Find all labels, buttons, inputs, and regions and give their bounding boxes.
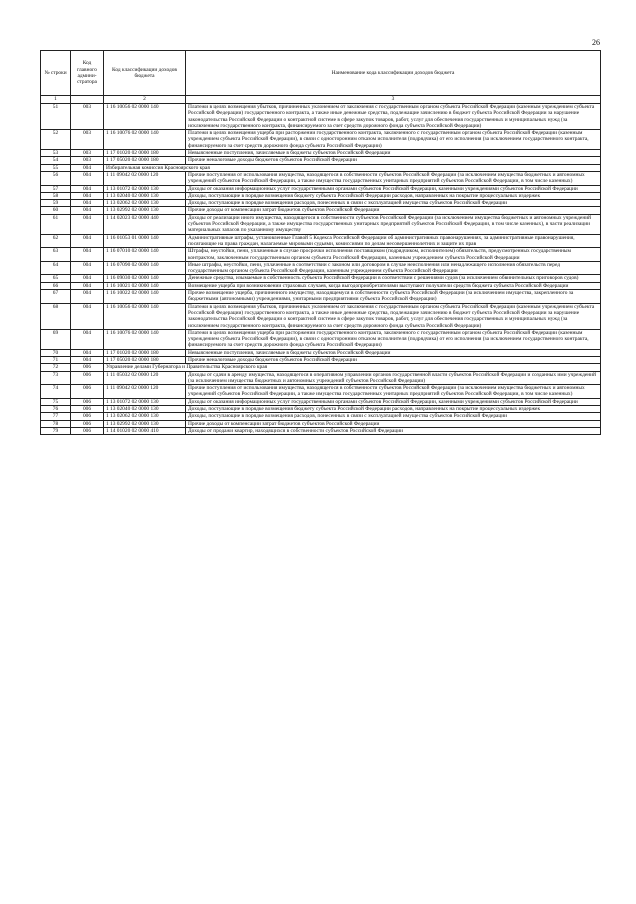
row-number-cell: 70 <box>41 349 71 356</box>
row-number-cell: 62 <box>41 234 71 248</box>
code-name-cell: Платежи в целях возмещения ущерба при расторжении государственного контракта, заключенного с государственным органом субъекта Российской Федерации (казенным учреждением субъекта Российской Федерации), в связи с односторонним отказом исполнителя (подрядчика) от его исполнения (за исключением государственного контракта, финансируемого за счет средств дорожного фонда субъекта Российской Федерации) <box>186 329 601 349</box>
table-row <box>41 282 601 289</box>
classification-code-cell: 1 16 10076 02 0000 140 <box>104 329 186 349</box>
row-number-cell: 77 <box>41 413 71 420</box>
code-name-cell: Возмещение ущерба при возникновении страховых случаев, когда выгодоприобретателями выступают получатели средств бюджета субъекта Российской Федерации <box>186 282 601 289</box>
admin-code-cell: 006 <box>71 406 104 413</box>
column-number: 2 <box>104 96 186 104</box>
classification-code-cell: 1 13 02992 02 0000 130 <box>104 420 186 427</box>
admin-code-cell: 003 <box>71 130 104 150</box>
admin-code-cell: 006 <box>71 420 104 427</box>
table-row <box>41 185 601 192</box>
admin-code-cell: 004 <box>71 164 104 171</box>
classification-code-cell: 1 16 10056 02 0000 140 <box>104 303 186 329</box>
row-number-cell: 68 <box>41 303 71 329</box>
admin-code-cell: 004 <box>71 200 104 207</box>
classification-code-cell: 1 11 09042 02 0000 120 <box>104 385 186 399</box>
code-name-cell: Административные штрафы, установленные Главой 5 Кодекса Российской Федерации об административных правонарушениях, за административные правонарушения, посягающие на права граждан, налагаемые мировыми судьями, комиссиями по делам несовершеннолетних и защите их прав <box>186 234 601 248</box>
code-name-cell: Доходы от сдачи в аренду имущества, находящегося в оперативном управлении органов государственной власти субъектов Российской Федерации и созданных ими учреждений (за исключением имущества бюджетных и автономных учреждений субъектов Российской Федерации) <box>186 371 601 385</box>
row-number-cell: 56 <box>41 171 71 185</box>
code-name-cell: Прочее возмещение ущерба, причиненного имуществу, находящемуся в собственности субъекта Российской Федерации (за исключением имущества, закрепленного за бюджетными (автономными) учреждениями, унитарными предприятиями субъекта Российской Федерации) <box>186 290 601 304</box>
row-number-cell: 67 <box>41 290 71 304</box>
row-number-cell: 57 <box>41 185 71 192</box>
table-body <box>41 104 601 435</box>
classification-code-cell: 1 16 10076 02 0000 140 <box>104 130 186 150</box>
table-row <box>41 200 601 207</box>
row-number-cell: 73 <box>41 371 71 385</box>
admin-code-cell: 004 <box>71 185 104 192</box>
classification-code-cell: 1 16 07090 02 0000 140 <box>104 261 186 275</box>
admin-code-cell: 004 <box>71 261 104 275</box>
table-row <box>41 290 601 304</box>
row-number-cell: 60 <box>41 207 71 214</box>
classification-code-cell: 1 16 01053 01 0000 140 <box>104 234 186 248</box>
code-name-cell: Иные штрафы, неустойки, пени, уплаченные в соответствии с законом или договором в случае неисполнения или ненадлежащего исполнения обязательств перед государственным органом субъекта Российской Федерации, казенным учреждением субъекта Российской Федерации <box>186 261 601 275</box>
row-number-cell: 66 <box>41 282 71 289</box>
admin-code-cell: 006 <box>71 385 104 399</box>
header-row-number: № строки <box>41 51 71 96</box>
classification-code-cell: 1 14 02023 02 0000 440 <box>104 214 186 234</box>
code-name-cell: Прочие поступления от использования имущества, находящегося в собственности субъектов Российской Федерации (за исключением имущества бюджетных и автономных учреждений субъектов Российской Федерации, а также имущества государственных унитарных предприятий субъектов Российской Федерации, в том числе казенных) <box>186 385 601 399</box>
row-number-cell: 52 <box>41 130 71 150</box>
table-row <box>41 303 601 329</box>
column-number <box>71 96 104 104</box>
table-row <box>41 150 601 157</box>
code-name-cell: Невыясненные поступления, зачисляемые в бюджеты субъектов Российской Федерации <box>186 150 601 157</box>
classification-code-cell: 1 16 10056 02 0000 140 <box>104 104 186 130</box>
admin-code-cell: 006 <box>71 398 104 405</box>
table-row <box>41 349 601 356</box>
admin-code-cell: 003 <box>71 104 104 130</box>
admin-code-cell: 004 <box>71 234 104 248</box>
code-name-cell: Прочие поступления от использования имущества, находящегося в собственности субъектов Российской Федерации (за исключением имущества бюджетных и автономных учреждений субъектов Российской Федерации, а также имущества государственных унитарных предприятий субъектов Российской Федерации, в том числе казенных) <box>186 171 601 185</box>
row-number-cell: 61 <box>41 214 71 234</box>
classification-code-cell: 1 16 09030 02 0000 140 <box>104 275 186 282</box>
table-row <box>41 261 601 275</box>
admin-code-cell: 006 <box>71 427 104 434</box>
revenue-classification-table <box>40 50 601 435</box>
table-row <box>41 214 601 234</box>
classification-code-cell: 1 17 01020 02 0000 180 <box>104 150 186 157</box>
table-row <box>41 104 601 130</box>
row-number-cell: 58 <box>41 192 71 199</box>
admin-code-cell: 004 <box>71 329 104 349</box>
row-number-cell: 75 <box>41 398 71 405</box>
admin-code-cell: 006 <box>71 364 104 371</box>
classification-code-cell: 1 17 05020 02 0000 180 <box>104 157 186 164</box>
code-name-cell: Платежи в целях возмещения убытков, причиненных уклонением от заключения с государственным органом субъекта Российской Федерации (казенным учреждением субъекта Российской Федерации) государственного контракта, а также иные денежные средства, подлежащие зачислению в бюджет субъекта Российской Федерации за нарушение законодательства Российской Федерации о контрактной системе в сфере закупок товаров, работ, услуг для обеспечения государственных и муниципальных нужд (за исключением государственного контракта, финансируемого за счет средств дорожного фонда субъекта Российской Федерации) <box>186 104 601 130</box>
row-number-cell: 53 <box>41 150 71 157</box>
table-row <box>41 385 601 399</box>
administrator-name-cell: Избирательная комиссия Красноярского края <box>104 164 601 171</box>
classification-code-cell: 1 13 01072 02 0000 130 <box>104 185 186 192</box>
code-name-cell: Прочие неналоговые доходы бюджетов субъектов Российской Федерации <box>186 356 601 363</box>
row-number-cell: 71 <box>41 356 71 363</box>
code-name-cell: Платежи в целях возмещения ущерба при расторжении государственного контракта, заключенного с государственным органом субъекта Российской Федерации (казенным учреждением субъекта Российской Федерации), в связи с односторонним отказом исполнителя (подрядчика) от его исполнения (за исключением государственного контракта, финансируемого за счет средств дорожного фонда субъекта Российской Федерации) <box>186 130 601 150</box>
admin-code-cell: 004 <box>71 275 104 282</box>
row-number-cell: 65 <box>41 275 71 282</box>
admin-code-cell: 004 <box>71 290 104 304</box>
admin-code-cell: 004 <box>71 214 104 234</box>
table-row <box>41 157 601 164</box>
code-name-cell: Доходы от продажи квартир, находящихся в собственности субъектов Российской Федерации <box>186 427 601 434</box>
admin-code-cell: 006 <box>71 371 104 385</box>
table-row <box>41 364 601 371</box>
classification-code-cell: 1 13 02992 02 0000 130 <box>104 207 186 214</box>
code-name-cell: Доходы от оказания информационных услуг государственными органами субъектов Российской Федерации, казенными учреждениями субъектов Российской Федерации <box>186 185 601 192</box>
classification-code-cell: 1 16 10021 02 0000 140 <box>104 282 186 289</box>
code-name-cell: Прочие доходы от компенсации затрат бюджетов субъектов Российской Федерации <box>186 420 601 427</box>
table-row <box>41 398 601 405</box>
classification-code-cell: 1 11 09042 02 0000 120 <box>104 171 186 185</box>
code-name-cell: Платежи в целях возмещения убытков, причиненных уклонением от заключения с государственным органом субъекта Российской Федерации (казенным учреждением субъекта Российской Федерации) государственного контракта, а также иные денежные средства, подлежащие зачислению в бюджет субъекта Российской Федерации за нарушение законодательства Российской Федерации о контрактной системе в сфере закупок товаров, работ, услуг для обеспечения государственных и муниципальных нужд (за исключением государственного контракта, финансируемого за счет средств дорожного фонда субъекта Российской Федерации) <box>186 303 601 329</box>
classification-code-cell: 1 13 02062 02 0000 130 <box>104 413 186 420</box>
header-code-name: Наименование кода классификации доходов бюджета <box>186 51 601 96</box>
classification-code-cell: 1 14 01020 02 0000 410 <box>104 427 186 434</box>
classification-code-cell: 1 17 01020 02 0000 180 <box>104 349 186 356</box>
code-name-cell: Доходы, поступающие в порядке возмещения расходов, понесенных в связи с эксплуатацией имущества субъектов Российской Федерации <box>186 413 601 420</box>
code-name-cell: Доходы, поступающие в порядке возмещения бюджету субъекта Российской Федерации расходов, направленных на покрытие процессуальных издержек <box>186 406 601 413</box>
admin-code-cell: 003 <box>71 150 104 157</box>
classification-code-cell: 1 13 02062 02 0000 130 <box>104 200 186 207</box>
admin-code-cell: 003 <box>71 157 104 164</box>
classification-code-cell: 1 16 10022 02 0000 140 <box>104 290 186 304</box>
admin-code-cell: 004 <box>71 356 104 363</box>
table-row <box>41 371 601 385</box>
admin-code-cell: 004 <box>71 282 104 289</box>
table-row <box>41 406 601 413</box>
code-name-cell: Денежные средства, изымаемые в собственность субъекта Российской Федерации в соответствии с решениями судов (за исключением обвинительных приговоров судов) <box>186 275 601 282</box>
code-name-cell: Доходы, поступающие в порядке возмещения расходов, понесенных в связи с эксплуатацией имущества субъектов Российской Федерации <box>186 200 601 207</box>
code-name-cell: Доходы, поступающие в порядке возмещения бюджету субъекта Российской Федерации расходов, направленных на покрытие процессуальных издержек <box>186 192 601 199</box>
table-row <box>41 248 601 262</box>
table-row <box>41 171 601 185</box>
table-header-row <box>41 51 601 96</box>
row-number-cell: 59 <box>41 200 71 207</box>
code-name-cell: Прочие доходы от компенсации затрат бюджетов субъектов Российской Федерации <box>186 207 601 214</box>
row-number-cell: 63 <box>41 248 71 262</box>
column-number: 3 <box>186 96 601 104</box>
row-number-cell: 51 <box>41 104 71 130</box>
admin-code-cell: 004 <box>71 171 104 185</box>
classification-code-cell: 1 16 07010 02 0000 140 <box>104 248 186 262</box>
row-number-cell: 64 <box>41 261 71 275</box>
code-name-cell: Штрафы, неустойки, пени, уплаченные в случае просрочки исполнения поставщиком (подрядчиком, исполнителем) обязательств, предусмотренных государственным контрактом, заключенным государственным органом субъекта Российской Федерации, казенным учреждением субъекта Российской Федерации <box>186 248 601 262</box>
row-number-cell: 72 <box>41 364 71 371</box>
code-name-cell: Невыясненные поступления, зачисляемые в бюджеты субъектов Российской Федерации <box>186 349 601 356</box>
column-number-row <box>41 96 601 104</box>
code-name-cell: Прочие неналоговые доходы бюджетов субъектов Российской Федерации <box>186 157 601 164</box>
admin-code-cell: 004 <box>71 349 104 356</box>
row-number-cell: 54 <box>41 157 71 164</box>
row-number-cell: 78 <box>41 420 71 427</box>
column-number: 1 <box>41 96 71 104</box>
classification-code-cell: 1 13 02040 02 0000 130 <box>104 192 186 199</box>
classification-code-cell: 1 13 01072 02 0000 130 <box>104 398 186 405</box>
table-row <box>41 427 601 434</box>
table-row <box>41 130 601 150</box>
classification-code-cell: 1 11 05032 02 0000 120 <box>104 371 186 385</box>
admin-code-cell: 004 <box>71 248 104 262</box>
admin-code-cell: 004 <box>71 192 104 199</box>
classification-code-cell: 1 17 05020 02 0000 180 <box>104 356 186 363</box>
header-admin-code: Код главного админи-стратора <box>71 51 104 96</box>
row-number-cell: 76 <box>41 406 71 413</box>
table-row <box>41 164 601 171</box>
table-row <box>41 207 601 214</box>
table-row <box>41 356 601 363</box>
table-row <box>41 234 601 248</box>
table-row <box>41 329 601 349</box>
admin-code-cell: 004 <box>71 303 104 329</box>
admin-code-cell: 004 <box>71 207 104 214</box>
code-name-cell: Доходы от реализации иного имущества, находящегося в собственности субъектов Российской Федерации (за исключением имущества бюджетных и автономных учреждений субъектов Российской Федерации, а также имущества государственных унитарных предприятий субъектов Российской Федерации, в том числе казенных), в части реализации материальных запасов по указанному имуществу <box>186 214 601 234</box>
classification-code-cell: 1 13 02040 02 0000 130 <box>104 406 186 413</box>
page-number: 26 <box>592 38 600 47</box>
table-row <box>41 420 601 427</box>
table-row <box>41 275 601 282</box>
table-row <box>41 413 601 420</box>
row-number-cell: 74 <box>41 385 71 399</box>
code-name-cell: Доходы от оказания информационных услуг государственными органами субъектов Российской Федерации, казенными учреждениями субъектов Российской Федерации <box>186 398 601 405</box>
administrator-name-cell: Управление делами Губернатора и Правительства Красноярского края <box>104 364 601 371</box>
row-number-cell: 79 <box>41 427 71 434</box>
row-number-cell: 55 <box>41 164 71 171</box>
admin-code-cell: 006 <box>71 413 104 420</box>
table-row <box>41 192 601 199</box>
row-number-cell: 69 <box>41 329 71 349</box>
header-classification-code: Код классификации доходов бюджета <box>104 51 186 96</box>
